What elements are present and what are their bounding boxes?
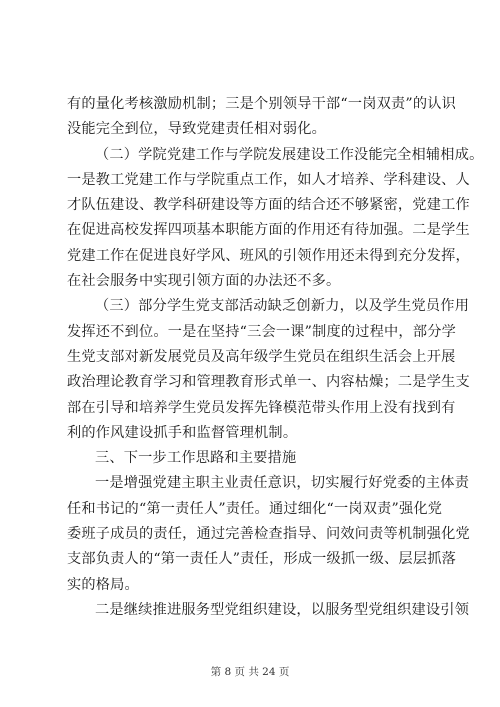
text-line: 支部负责人的“第一责任人”责任，形成一级抓一级、层层抓落 (67, 551, 456, 568)
text-line: 委班子成员的责任，通过完善检查指导、问效问责等机制强化党 (67, 526, 470, 543)
text-line: 实的格局。 (67, 576, 139, 593)
text-line: 三、下一步工作思路和主要措施 (95, 450, 297, 467)
text-line: （三）部分学生党支部活动缺乏创新力，以及学生党员作用 (95, 298, 470, 315)
text-line: 没能完全到位，导致党建责任相对弱化。 (67, 121, 326, 138)
text-line: 任和书记的“第一责任人”责任。通过细化“一岗双责”强化党 (67, 500, 443, 517)
text-line: 才队伍建设、教学科研建设等方面的结合还不够紧密，党建工作 (67, 197, 470, 214)
text-line: 一是教工党建工作与学院重点工作，如人才培养、学科建设、人 (67, 171, 470, 188)
text-line: 发挥还不到位。一是在坚持“三会一课”制度的过程中，部分学 (67, 323, 456, 340)
page-footer: 第 8 页 共 24 页 (210, 666, 290, 678)
text-line: 一是增强党建主职主业责任意识，切实履行好党委的主体责 (95, 475, 470, 492)
text-line: 党建工作在促进良好学风、班风的引领作用还未得到充分发挥， (67, 247, 470, 264)
text-line: 政治理论教育学习和管理教育形式单一、内容枯燥；二是学生支 (67, 374, 470, 391)
text-line: 二是继续推进服务型党组织建设，以服务型党组织建设引领 (95, 601, 470, 618)
text-line: （二）学院党建工作与学院发展建设工作没能完全相辅相成。 (95, 146, 484, 163)
document-body (67, 92, 484, 623)
text-line: 有的量化考核激励机制；三是个别领导干部“一岗双责”的认识 (67, 96, 456, 112)
text-line: 在社会服务中实现引领方面的办法还不多。 (67, 273, 341, 290)
text-line: 在促进高校发挥四项基本职能方面的作用还有待加强。二是学生 (67, 222, 470, 239)
text-line: 部在引导和培养学生党员发挥先锋模范带头作用上没有找到有 (67, 399, 456, 416)
text-line: 生党支部对新发展党员及高年级学生党员在组织生活会上开展 (67, 348, 456, 365)
text-line: 利的作风建设抓手和监督管理机制。 (67, 424, 298, 441)
